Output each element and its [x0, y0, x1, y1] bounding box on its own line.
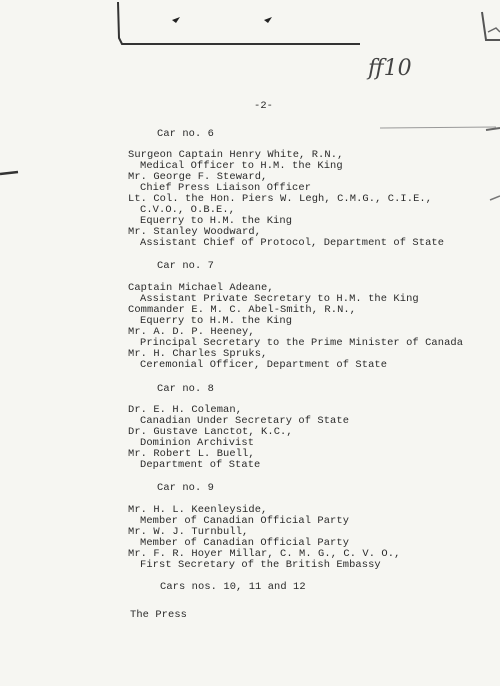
car-6-name-4: Mr. Stanley Woodward, — [128, 226, 262, 238]
car-7-name-4: Mr. H. Charles Spruks, — [128, 348, 268, 360]
car-6-title-1: Medical Officer to H.M. the King — [140, 160, 343, 172]
page-number: -2- — [254, 100, 274, 112]
car-6-heading: Car no. 6 — [157, 128, 215, 140]
car-7-name-1: Captain Michael Adeane, — [128, 282, 274, 294]
the-press: The Press — [130, 609, 188, 621]
car-6-title-4: Assistant Chief of Protocol, Department of State — [140, 237, 445, 249]
car-8-title-2: Dominion Archivist — [140, 437, 255, 449]
car-9-title-3: First Secretary of the British Embassy — [140, 559, 381, 571]
car-7-title-3: Principal Secretary to the Prime Minister of Canada — [140, 337, 464, 349]
car-7-title-4: Ceremonial Officer, Department of State — [140, 359, 388, 371]
car-8-name-3: Mr. Robert L. Buell, — [128, 448, 255, 460]
car-8-name-1: Dr. E. H. Coleman, — [128, 404, 243, 416]
car-6-name-3: Lt. Col. the Hon. Piers W. Legh, C.M.G., C.I.E., — [128, 193, 433, 205]
car-7-heading: Car no. 7 — [157, 260, 215, 272]
car-9-name-1: Mr. H. L. Keenleyside, — [128, 504, 268, 516]
car-6-name-3-cont: C.V.O., O.B.E., — [140, 204, 236, 216]
car-6-title-2: Chief Press Liaison Officer — [140, 182, 312, 194]
car-8-heading: Car no. 8 — [157, 383, 215, 395]
car-7-title-2: Equerry to H.M. the King — [140, 315, 293, 327]
car-7-name-3: Mr. A. D. P. Heeney, — [128, 326, 255, 338]
cars-10-12-heading: Cars nos. 10, 11 and 12 — [160, 581, 306, 593]
car-8-title-3: Department of State — [140, 459, 261, 471]
car-6-title-3: Equerry to H.M. the King — [140, 215, 293, 227]
car-7-name-2: Commander E. M. C. Abel-Smith, R.N., — [128, 304, 357, 316]
car-6-name-1: Surgeon Captain Henry White, R.N., — [128, 149, 344, 161]
car-9-title-2: Member of Canadian Official Party — [140, 537, 350, 549]
car-9-heading: Car no. 9 — [157, 482, 215, 494]
handwritten-annotation: ff10 — [368, 56, 412, 81]
car-9-name-2: Mr. W. J. Turnbull, — [128, 526, 249, 538]
car-9-name-3: Mr. F. R. Hoyer Millar, C. M. G., C. V. O., — [128, 548, 401, 560]
car-8-name-2: Dr. Gustave Lanctot, K.C., — [128, 426, 293, 438]
car-9-title-1: Member of Canadian Official Party — [140, 515, 350, 527]
car-7-title-1: Assistant Private Secretary to H.M. the King — [140, 293, 419, 305]
car-6-name-2: Mr. George F. Steward, — [128, 171, 268, 183]
car-8-title-1: Canadian Under Secretary of State — [140, 415, 350, 427]
